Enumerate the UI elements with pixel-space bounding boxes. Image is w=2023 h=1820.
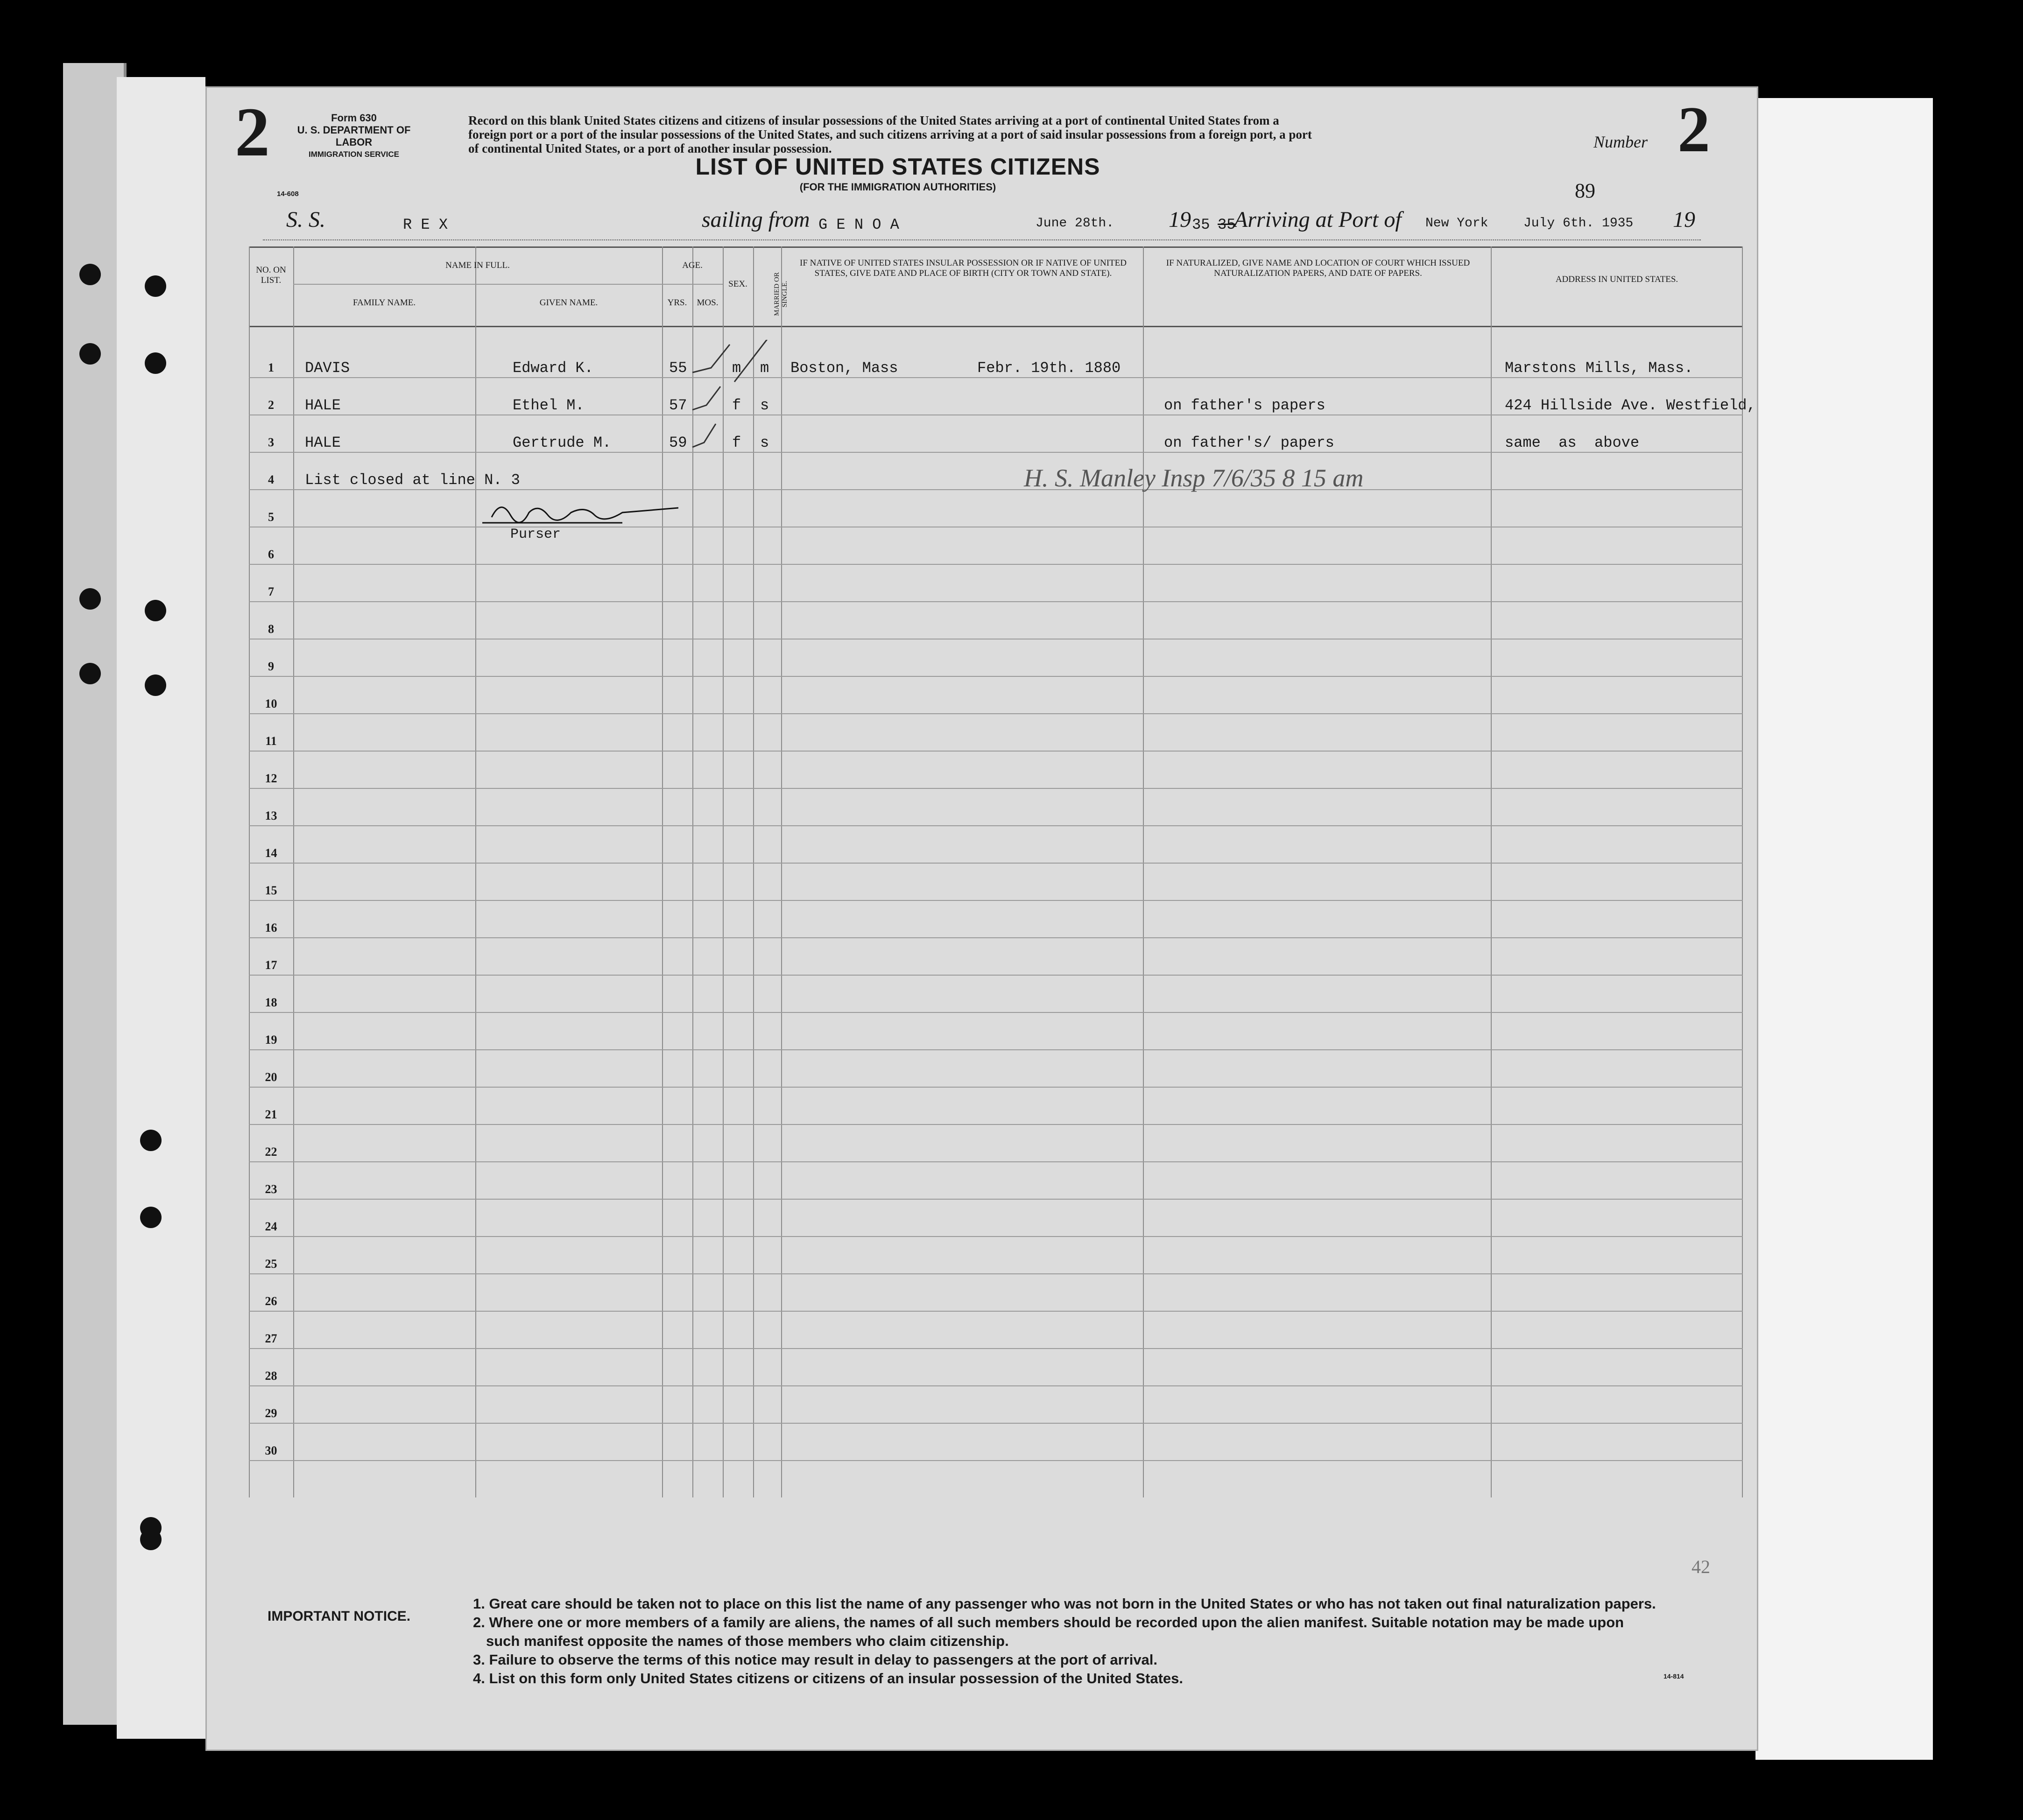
departure-date: June 28th. [1036,216,1114,231]
row-2-family: HALE [305,397,341,414]
header-naturalized: IF NATURALIZED, GIVE NAME AND LOCATION OF COURT WHICH ISSUED NATURALIZATION PAPERS, AND DATE OF PAPERS. [1166,258,1470,278]
row-number: 22 [265,1145,277,1159]
ss-label: S. S. [286,207,325,232]
header-sex: SEX. [728,279,747,289]
row-number: 23 [265,1182,277,1196]
row-number: 19 [265,1033,277,1047]
row-3-family: HALE [305,434,341,451]
ship-name: R E X [403,216,448,233]
row-rule [249,1124,1743,1125]
header-address: ADDRESS IN UNITED STATES. [1555,274,1678,284]
column-rule [249,246,250,1497]
header-native: IF NATIVE OF UNITED STATES INSULAR POSSESSION OR IF NATIVE OF UNITED STATES, GIVE DATE AND PLACE OF BIRTH (CITY OR TOWN AND STATE). [800,258,1127,278]
table-top-rule [249,246,1743,248]
closing-note: List closed at line N. 3 [305,471,520,489]
row-rule [249,1423,1743,1424]
instructions [468,113,1523,155]
header-married: MARRIED OR SINGLE. [773,272,789,316]
row-number: 8 [268,622,274,636]
stamp-number: 2 [235,93,270,171]
row-3-naturalized: on father's/ papers [1164,434,1334,451]
row-rule [249,1161,1743,1162]
row-1-given: Edward K. [513,359,593,377]
notice-item: 3. Failure to observe the terms of this notice may result in delay to passengers at the port of arrival. [473,1651,1158,1668]
manifest-sheet [205,86,1758,1751]
voyage-line [263,207,1701,240]
row-rule [249,713,1743,714]
instruction-line: of continental United States, or a port of another insular possession. [468,141,832,155]
header-bottom-rule [249,326,1743,327]
binder-page-edge [117,77,205,1739]
punch-hole [79,588,101,610]
instruction-line: Record on this blank United States citizens and citizens of insular possessions of the United States arriving at a port of continental United States from a [468,113,1279,127]
arrival-port: New York [1425,216,1488,231]
form-service: IMMIGRATION SERVICE [309,150,399,159]
row-rule [249,1385,1743,1386]
row-rule [249,900,1743,901]
instruction-line: foreign port or a port of the insular possessions of the United States, and such citizens arriving at a port of said insular possessions from a foreign port, a port [468,127,1312,141]
column-rule [1742,246,1743,1497]
header-age: AGE. [682,260,703,270]
row-rule [249,863,1743,864]
next-page-edge [1755,98,1933,1760]
row-3-status: s [760,434,769,451]
row-1-family: DAVIS [305,359,350,377]
row-rule [249,1012,1743,1013]
row-number: 2 [268,398,274,412]
column-rule [1491,246,1492,1497]
row-rule [249,751,1743,752]
row-number: 21 [265,1108,277,1121]
row-2-given: Ethel M. [513,397,585,414]
punch-hole [140,1130,162,1151]
row-2-age: 57 [669,397,687,414]
column-rule [1143,246,1144,1497]
row-2-sex: f [732,397,741,414]
punch-hole [79,663,101,684]
row-3-age: 59 [669,434,687,451]
row-rule [249,377,1743,378]
header-given: GIVEN NAME. [539,298,598,308]
row-number: 16 [265,921,277,935]
row-rule [249,1273,1743,1274]
row-1-address: Marstons Mills, Mass. [1505,359,1693,377]
inspector-note: H. S. Manley Insp 7/6/35 8 15 am [1024,464,1364,492]
punch-hole [140,1529,162,1550]
page-title: LIST OF UNITED STATES CITIZENS [695,154,1100,180]
row-rule [249,1311,1743,1312]
row-number: 12 [265,772,277,785]
notice-item: 1. Great care should be taken not to place on this list the name of any passenger who was not born in the United States or who has not taken out final naturalization papers. [473,1595,1656,1612]
year-struck: 35 [1218,216,1236,233]
row-2-status: s [760,397,769,414]
row-number: 10 [265,697,277,710]
row-1-status: m [760,359,769,377]
row-number: 1 [268,361,274,374]
row-rule [249,975,1743,976]
row-rule [249,1236,1743,1237]
row-rule [249,825,1743,826]
header-no: NO. ON LIST. [256,265,286,285]
notice-list [473,1595,1748,1688]
row-number: 13 [265,809,277,822]
age-subrule [662,284,723,285]
row-1-sex: m [732,359,741,377]
header-mos: MOS. [697,298,719,308]
page-subtitle: (FOR THE IMMIGRATION AUTHORITIES) [799,181,996,193]
row-rule [249,452,1743,453]
row-number: 24 [265,1220,277,1233]
punch-hole [145,352,166,374]
row-rule [249,564,1743,565]
row-number: 20 [265,1070,277,1084]
notice-title: IMPORTANT NOTICE. [268,1609,411,1624]
row-rule [249,601,1743,602]
row-rule [249,676,1743,677]
header-yrs: YRS. [667,298,687,308]
row-number: 7 [268,585,274,598]
punch-hole [145,675,166,696]
purser-signature [482,494,678,531]
page-number: 42 [1692,1556,1710,1577]
row-2-address: 424 Hillside Ave. Westfield, [1505,397,1756,414]
form-number: Form 630 [331,112,377,124]
row-number: 18 [265,996,277,1009]
row-3-sex: f [732,434,741,451]
row-2-naturalized: on father's papers [1164,397,1325,414]
row-number: 14 [265,846,277,860]
row-rule [249,489,1743,490]
notice-item: 4. List on this form only United States citizens or citizens of an insular possession of the United States. [473,1670,1183,1686]
row-number: 15 [265,884,277,897]
row-rule [249,1460,1743,1461]
row-rule [249,1087,1743,1088]
notice-item: 2. Where one or more members of a family are aliens, the names of all such members should be recorded upon the alien manifest. Suitable notation may be made upon [473,1614,1624,1630]
punch-hole [145,275,166,297]
row-number: 3 [268,436,274,449]
column-rule [475,246,476,1497]
row-number: 30 [265,1444,277,1457]
punch-hole [79,343,101,365]
name-subrule [293,284,662,285]
page-mark: 89 [1575,179,1595,202]
row-number: 9 [268,660,274,673]
form-department: U. S. DEPARTMENT OF LABOR [297,124,411,148]
row-number: 6 [268,548,274,561]
row-number: 5 [268,510,274,524]
row-3-given: Gertrude M. [513,434,612,451]
row-number: 27 [265,1332,277,1345]
row-1-age: 55 [669,359,687,377]
row-number: 28 [265,1369,277,1383]
year-prefix: 19 [1169,207,1191,232]
sailing-label: sailing from [702,207,810,232]
punch-hole [79,264,101,285]
row-number: 11 [265,734,277,748]
arriving-label: Arriving at Port of [1234,207,1402,232]
punch-hole [145,600,166,621]
purser-title: Purser [510,527,561,542]
header-name: NAME IN FULL. [445,260,510,270]
row-number: 4 [268,473,274,486]
row-rule [249,1199,1743,1200]
manifest-table [249,246,1756,1497]
header-family: FAMILY NAME. [352,298,416,308]
year-suffix: 19 [1673,207,1695,232]
row-number: 29 [265,1406,277,1420]
row-1-birth-place: Boston, Mass [790,359,898,377]
arrival-date: July 6th. 1935 [1523,216,1634,231]
row-rule [249,937,1743,938]
row-number: 17 [265,958,277,972]
row-number: 26 [265,1294,277,1308]
form-block [291,112,417,161]
row-rule [249,788,1743,789]
number-label: Number [1593,133,1648,151]
column-rule [662,246,663,1497]
form-code: 14-608 [277,190,299,198]
notice-item: such manifest opposite the names of those members who claim citizenship. [486,1633,1009,1649]
row-rule [249,1348,1743,1349]
row-rule [249,1049,1743,1050]
row-3-address: same as above [1505,434,1640,451]
footer-code: 14-814 [1664,1672,1684,1680]
check-marks [678,340,786,480]
row-number: 25 [265,1257,277,1271]
column-rule [293,246,294,1497]
punch-hole [140,1207,162,1228]
year: 35 [1192,216,1210,233]
row-1-birth-date: Febr. 19th. 1880 [977,359,1121,377]
departure-port: G E N O A [818,216,899,233]
number-value: 2 [1678,93,1710,166]
